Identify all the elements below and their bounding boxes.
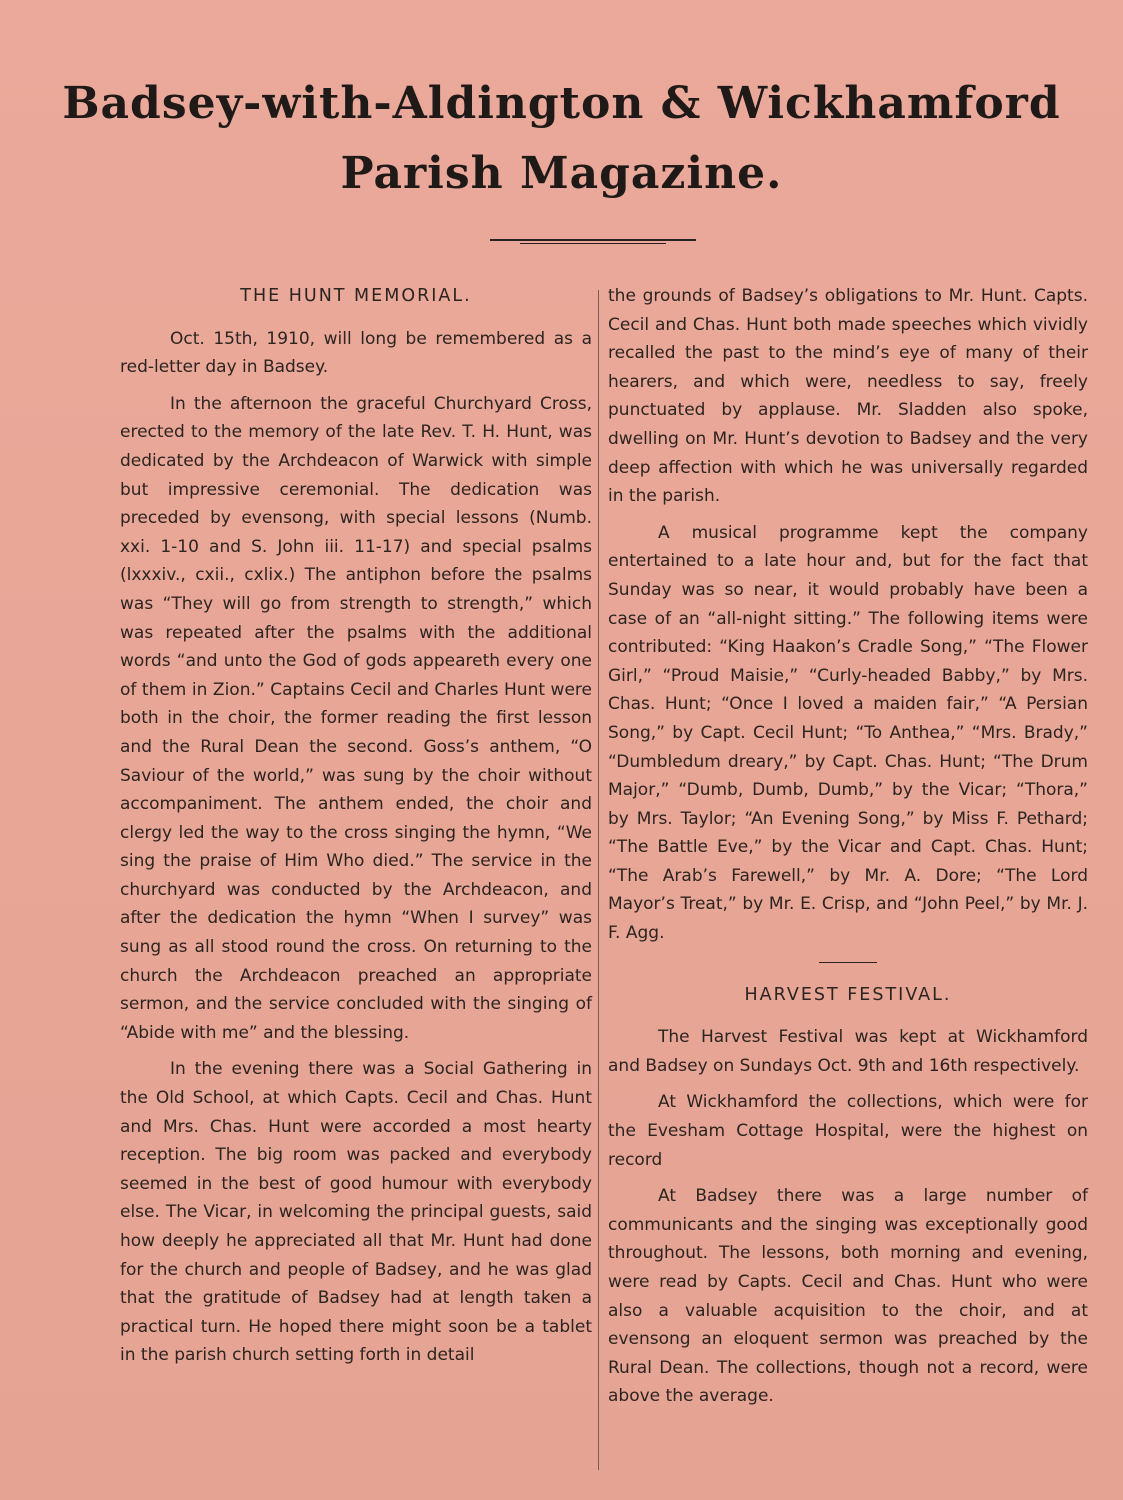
masthead-line-1: Badsey-with-Aldington & Wickhamford [62,78,1061,129]
harvest-paragraph-2: At Wickhamford the collections, which were for the Evesham Cottage Hospital, were the highest on record [608,1092,1088,1170]
ornamental-rule-bottom [520,243,666,244]
hunt-memorial-paragraph-3: In the evening there was a Social Gathering in the Old School, at which Capts. Cecil and Chas. Hunt and Mrs. Chas. Hunt were accorded a most hearty reception. The big room was packed and everybody seemed in the best of good humour with everybody else. The Vicar, in welcoming the principal guests, said how deeply he appreciated all that Mr. Hunt had done for the church and people of Badsey, and he was glad that the gratitude of Badsey had at length taken a practical turn. He hoped there might soon be a tablet in the parish church setting forth in detail [120,1059,592,1366]
column-divider [598,290,599,1470]
section-divider [819,962,877,963]
hunt-memorial-paragraph-2: In the afternoon the graceful Churchyard Cross, erected to the memory of the late Rev. T. H. Hunt, was dedicated by the Archdeacon of Warwick with simple but impressive ceremonial. The dedication was preceded by evensong, with special lessons (Numb. xxi. 1-10 and S. John iii. 11-17) and special psalms (lxxxiv., cxii., cxlix.) The antiphon before the psalms was “They will go from strength to strength,” which was repeated after the psalms with the additional words “and unto the God of gods appeareth every one of them in Zion.” Captains Cecil and Charles Hunt were both in the choir, the former reading the first lesson and the Rural Dean the second. Goss’s anthem, “O Saviour of the world,” was sung by the choir without accompaniment. The anthem ended, the choir and clergy led the way to the cross singing the hymn, “We sing the praise of Him Who died.” The service in the churchyard was conducted by the Archdeacon, and after the dedication the hymn “When I survey” was sung as all stood round the cross. On returning to the church the Archdeacon preached an appropriate sermon, and the service concluded with the singing of “Abide with me” and the blessing. [120,393,592,1043]
right-column [608,282,1088,1419]
hunt-memorial-paragraph-1: Oct. 15th, 1910, will long be remembered as a red-letter day in Badsey. [120,328,592,378]
hunt-memorial-heading: THE HUNT MEMORIAL. [240,286,472,306]
harvest-festival-heading: HARVEST FESTIVAL. [744,984,952,1005]
masthead-line-2: Parish Magazine. [340,148,783,199]
ornamental-rule-top [490,239,696,241]
hunt-memorial-continuation: the grounds of Badsey’s obligations to Mr. Hunt. Capts. Cecil and Chas. Hunt both made speeches which vividly recalled the past to the mind’s eye of many of their hearers, and which were, needless to say, freely punctuated by applause. Mr. Sladden also spoke, dwelling on Mr. Hunt’s devotion to Badsey and the very deep affection with which he was universally regarded in the parish. [608,286,1088,507]
left-column [120,282,592,1378]
ornamental-rule [490,239,696,245]
harvest-paragraph-1: The Harvest Festival was kept at Wickhamford and Badsey on Sundays Oct. 9th and 16th respectively. [608,1027,1088,1076]
harvest-paragraph-3: At Badsey there was a large number of communicants and the singing was exceptionally good throughout. The lessons, both morning and evening, were read by Capts. Cecil and Chas. Hunt who were also a valuable acquisition to the choir, and at evensong an eloquent sermon was preached by the Rural Dean. The collections, though not a record, were above the average. [608,1186,1088,1407]
musical-programme-paragraph: A musical programme kept the company entertained to a late hour and, but for the fact that Sunday was so near, it would probably have been a case of an “all-night sitting.” The following items were contributed: “King Haakon’s Cradle Song,” “The Flower Girl,” “Proud Maisie,” “Curly-headed Babby,” by Mrs. Chas. Hunt; “Once I loved a maiden fair,” “A Persian Song,” by Capt. Cecil Hunt; “To Anthea,” “Mrs. Brady,” “Dumbledum dreary,” by Capt. Chas. Hunt; “The Drum Major,” “Dumb, Dumb, Dumb,” by the Vicar; “Thora,” by Mrs. Taylor; “An Evening Song,” by Miss F. Pethard; “The Battle Eve,” by the Vicar and Capt. Chas. Hunt; “The Arab’s Farewell,” by Mr. A. Dore; “The Lord Mayor’s Treat,” by Mr. E. Crisp, and “John Peel,” by Mr. J. F. Agg. [608,522,1088,944]
